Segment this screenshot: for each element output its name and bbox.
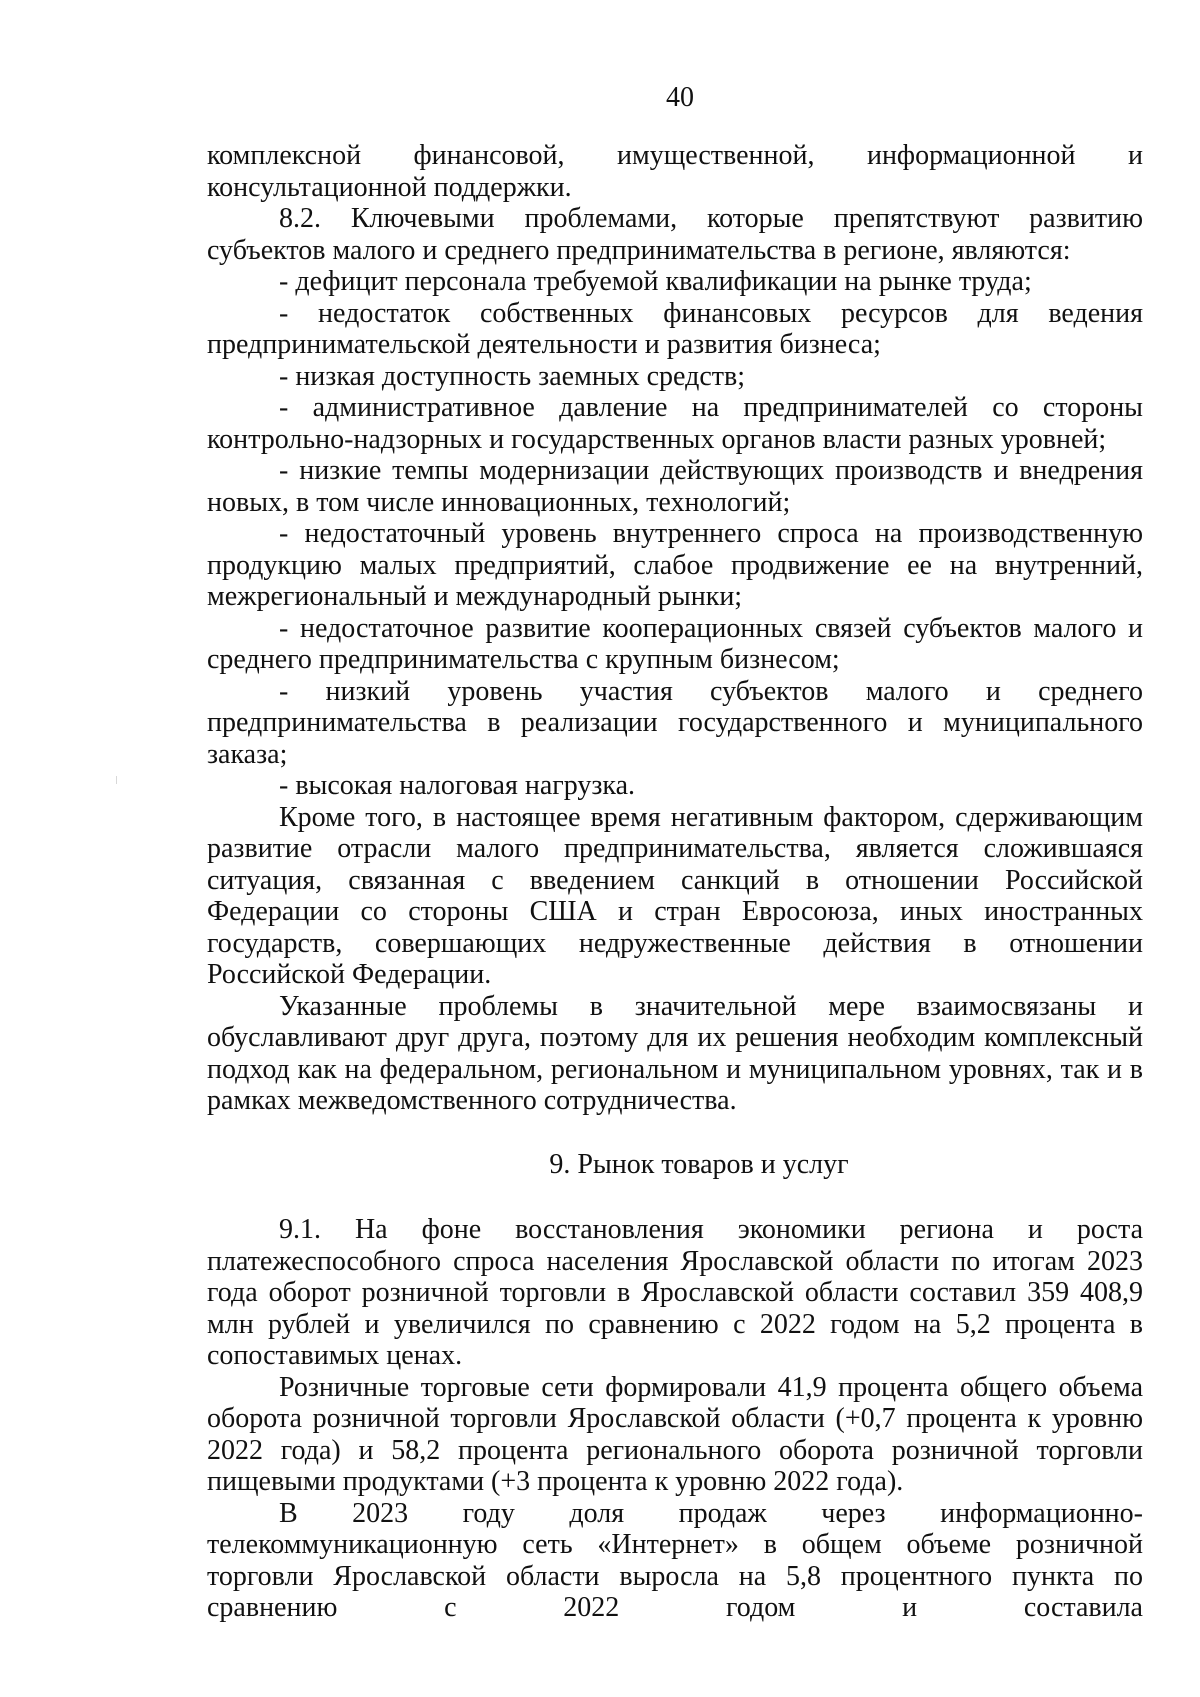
document-body (207, 140, 1143, 1624)
paragraph-internet-sales: В 2023 году доля продаж через информационно-телекоммуникационную сеть «Интернет» в общем объеме розничной торговли Ярославской области выросла на 5,8 процентного пункта по сравнению с 2022 годом и составила (207, 1497, 1143, 1623)
section-heading: 9. Рынок товаров и услуг (549, 1148, 849, 1180)
list-item-low-internal-demand: - недостаточный уровень внутреннего спроса на производственную продукцию малых предприятий, слабое продвижение ее на внутренний, межрегиональный и международный рынки; (207, 518, 1143, 612)
list-item-low-procurement-participation: - низкий уровень участия субъектов малого и среднего предпринимательства в реализации государственного и муниципального заказа; (207, 675, 1143, 770)
list-item-staff-deficit: - дефицит персонала требуемой квалификации на рынке труда; (279, 266, 1032, 297)
paragraph-retail-turnover: 9.1. На фоне восстановления экономики региона и роста платежеспособного спроса населения Ярославской области по итогам 2023 года оборот розничной торговли в Ярославской области составил 359 408,9 млн рублей и увеличился по сравнению с 2022 годом на 5,2 процента в сопоставимых ценах. (207, 1214, 1143, 1371)
list-item-low-credit-access: - низкая доступность заемных средств; (279, 360, 746, 392)
list-item-weak-cooperation: - недостаточное развитие кооперационных связей субъектов малого и среднего предпринимательства с крупным бизнесом; (207, 612, 1143, 675)
page-number: 40 (666, 82, 694, 113)
paragraph-sanctions: Кроме того, в настоящее время негативным фактором, сдерживающим развитие отрасли малого предпринимательства, является сложившаяся ситуация, связанная с введением санкций в отношении Российской Федерации со стороны США и стран Евросоюза, иных иностранных государств, совершающих недружественные действия в отношении Российской Федерации. (207, 801, 1143, 990)
list-item-high-tax-burden: - высокая налоговая нагрузка. (279, 770, 636, 801)
list-item-slow-modernization: - низкие темпы модернизации действующих производств и внедрения новых, в том числе инновационных, технологий; (207, 455, 1143, 518)
paragraph-support-continuation: комплексной финансовой, имущественной, информационной и консультационной поддержки. (207, 140, 1143, 203)
list-item-administrative-pressure: - административное давление на предпринимателей со стороны контрольно-надзорных и государственных органов власти разных уровней; (207, 392, 1143, 455)
margin-mark (116, 776, 117, 784)
paragraph-retail-chains: Розничные торговые сети формировали 41,9 процента общего объема оборота розничной торговли Ярославской области (+0,7 процента к уровню 2022 года) и 58,2 процента регионального оборота розничной торговли пищевыми продуктами (+3 процента к уровню 2022 года). (207, 1371, 1143, 1497)
paragraph-integrated-approach: Указанные проблемы в значительной мере взаимосвязаны и обуславливают друг друга, поэтому для их решения необходим комплексный подход как на федеральном, региональном и муниципальном уровнях, так и в рамках межведомственного сотрудничества. (207, 990, 1143, 1116)
list-item-lack-of-funds: - недостаток собственных финансовых ресурсов для ведения предпринимательской деятельности и развития бизнеса; (207, 297, 1143, 360)
paragraph-key-problems-intro: 8.2. Ключевыми проблемами, которые препятствуют развитию субъектов малого и среднего предпринимательства в регионе, являются: (207, 203, 1143, 266)
